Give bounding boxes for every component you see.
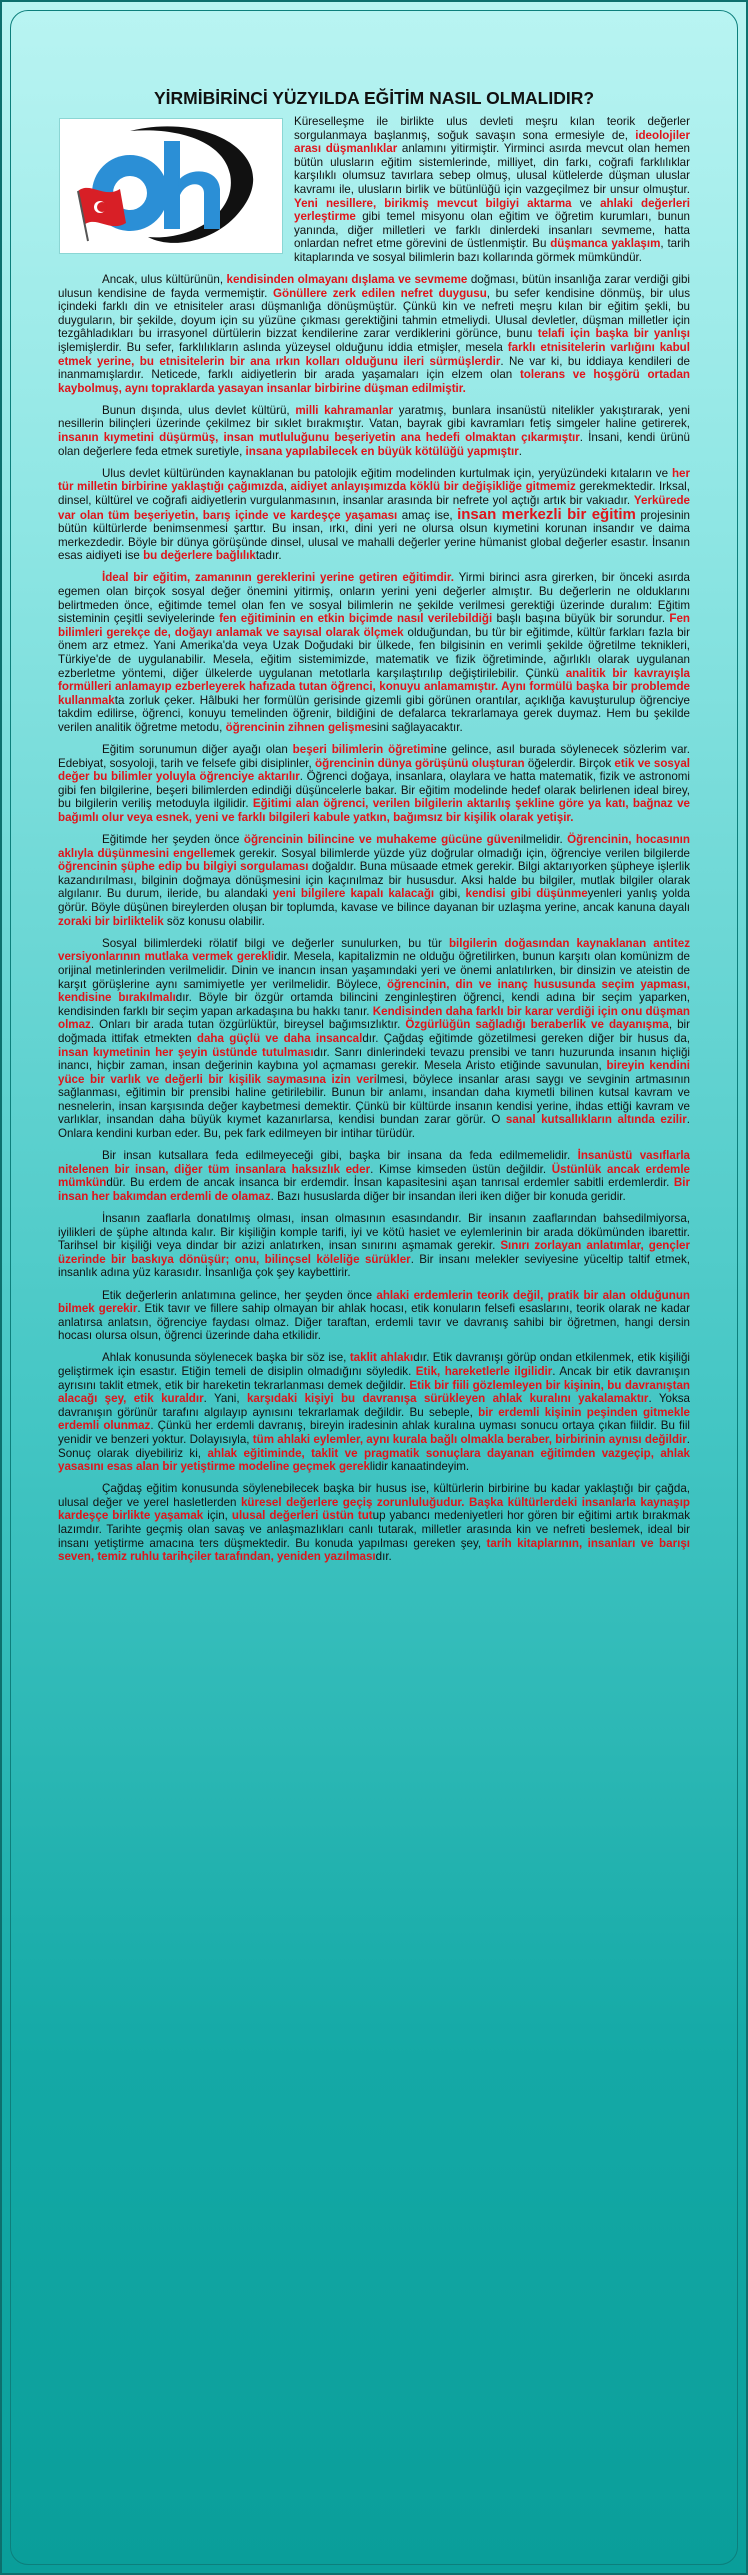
highlight-text: kendisinden olmayanı dışlama ve sevmeme [226, 273, 468, 287]
highlight-text: zoraki bir birliktelik [58, 914, 164, 928]
body-text: Küreselleşme ile birlikte ulus devleti meşru kılan teorik değerler sorgulanmaya başlanmış, soğuk savaşın sona ermesiyle de, [294, 115, 690, 142]
body-text: . Onlara kendini kurban eder. Bu, pek fark edilmeyen bir intihar türüdür. [58, 1113, 690, 1141]
body-text: . Öğrenci doğaya, insanlara, olaylara ve hatta matematik, fizik ve astronomi gibi fen bilgilerine, beşeri bilimlerden edindiği düşüncelerle bakar. Bir eğitim modelinde hedef olarak belirlenen ideal birey, bu bilgilerin veriliş metoduyla ilgilidir. [58, 770, 691, 811]
article [58, 88, 690, 1572]
body-text: Bir insan kutsallara feda edilmeyeceği gibi, başka bir insana da feda edilmemelidir. [102, 1149, 578, 1163]
body-text: tadır. [255, 549, 282, 563]
highlight-text: Etik, hareketlerle ilgilidir [415, 1364, 553, 1378]
highlight-text: tarih kitaplarının, insanları ve barışı seven, temiz ruhlu tarihçiler tarafından, yeniden yazılması [58, 1536, 690, 1564]
highlight-text: öğrencinin bilincine ve muhakeme gücüne güven [243, 833, 521, 847]
body-text: . Yoksa davranışın görünür tarafını algılayıp aynısını tekrarlamak değildir. Bu sebeple, [58, 1392, 690, 1419]
highlight-text: bilgilerin doğasından kaynaklanan antitez versiyonlarının mutlaka vermek gerekli [58, 936, 690, 964]
paragraph [58, 833, 690, 928]
paragraph [58, 467, 690, 563]
body-text: sini sağlayacaktır. [371, 720, 463, 734]
highlight-text: bir erdemli kişinin peşinden gitmekle erdemli olunmaz [58, 1405, 690, 1433]
highlight-text: öğrencinin, din ve inanç hususunda seçim yapması, kendisine bırakılmalı [58, 977, 690, 1005]
body-text: Etik değerlerin anlatımına gelince, her şeyden önce [102, 1288, 377, 1302]
highlight-text: öğrencinin şüphe edip bu bilgiyi sorgulaması [58, 860, 309, 874]
body-text: Bunun dışında, ulus devlet kültürü, [102, 403, 296, 417]
body-text: , bir doğmada ittifak etmekten [58, 1018, 690, 1045]
highlight-text: her tür milletin birbirine yaklaştığı çağımızda [58, 466, 690, 494]
body-text: Ahlak konusunda söylenecek başka bir söz ise, [102, 1351, 350, 1365]
body-text: dır. Böyle bir özgür ortamda bilincini zenginleştiren öğrenci, kendi adına bir seçim yaparken, kendisinden farklı bir seçim yapan arkadaşına bu hakkı tanır. [58, 991, 690, 1018]
body-text: ne gelince, asıl burada söylenecek sözlerim var. Edebiyat, sosyoloji, tarih ve felsefe gibi disiplinler, [58, 743, 690, 770]
article-body [58, 115, 690, 1564]
body-text: Eğitim sorunumun diğer ayağı olan [102, 743, 293, 757]
body-text: lmesi, böylece insanlar arası saygı ve sevginin artmasının sağlanması, eğitimin bir prensibi haline getirilebilir. Bunun bir anlamı, insandan daha kıymetli bilinen kutsal kavram ve nesnelerin, insan karşısında değer kaybetmesi demektir. Çünkü bir kültürde insanın kendisi yerine, ihdas ettiği kavram ve varlıklar, insandan daha büyük kıymet kazanırlarsa, kendisi bundan zarar görür. O [58, 1072, 691, 1127]
highlight-text-large: insan merkezli bir eğitim [457, 505, 636, 523]
highlight-text: Eğitimi alan öğrenci, verilen bilgilerin aktarılış şekline göre ya katı, bağnaz ve bağımlı olur veya esnek, yeni ve farklı bilgileri kabule yatkın, bağımsız bir kişilik olarak yetişir. [58, 797, 691, 824]
highlight-text: ahlaki erdemlerin teorik değil, pratik bir alan olduğunun bilmek gerekir [58, 1288, 690, 1316]
body-text: . Sonuç olarak diyebiliriz ki, [58, 1432, 690, 1460]
body-text: , bu sefer kendisine dönmüş, bir ulus içindeki farklı din ve etnisiteler arası düşmanlığa dönüşmüştür. Çünkü kin ve nefreti meşru kılan bir eğitim şekli, bu duyguların, bir şekilde, doyum için su yüzüne çıkması gerektiğini tahmin etmeliydi. Ulusal devletler, düşman milletler için tezgâhladıkları bu irrasyonel dürtülerin bizzat kendilerine zarar verdiklerini görünce, bunu [58, 286, 690, 341]
highlight-text: sanal kutsallıkların altında ezilir [505, 1113, 687, 1127]
body-text: yaratmış, bunlara insanüstü nitelikler yakıştırarak, yeni nesillerin bilinçleri üzerinde çekilmez bir sıklet bırakmıştır. Vatan, bayrak gibi kavramları fetiş simgeler haline getirerek, [58, 403, 690, 431]
highlight-text: aidiyet anlayışımızda köklü bir değişikliğe gitmemiz [290, 480, 576, 494]
body-text: . Onları bir arada tutan özgürlüktür, bireysel bağımsızlıktır. [90, 1018, 406, 1032]
highlight-text: Etik bir fiili gözlemleyen bir kişinin, bu davranıştan alacağı şey, etik kuraldır [58, 1378, 690, 1406]
highlight-text: ulusal değerleri üstün tut [231, 1509, 373, 1523]
highlight-text: beşeri bilimlerin öğretimi [292, 743, 434, 757]
body-text: söz konusu olabilir. [163, 914, 265, 928]
body-text: . Etik tavır ve fillere sahip olmayan bir ahlak hocası, etik konuların felsefi esaslarını, teorik olarak ne kadar anlatırsa anlatsın, öğrenciye faydası olmaz. Diğer taraftan, erdemli tavır ve davranış sahibi bir öğretmen, hangi dersin hocası olursa olsun, öğrenci üzerinde daha etkilidir. [58, 1302, 690, 1343]
highlight-text: taklit ahlakı [349, 1351, 414, 1365]
body-text: gibi, [434, 887, 466, 901]
highlight-text: analitik bir kavrayışla formülleri anlamayıp ezberleyerek hafızada tutan öğrenci, konuyu anlamamıştır. Aynı formülü başka bir problemde kullanmak [58, 666, 690, 707]
body-text: ilmelidir. [520, 833, 568, 847]
highlight-text: telafi için başka bir yanlışı [537, 327, 690, 341]
highlight-text: Öğrencinin, hocasının aklıyla düşünmesini engelle [58, 833, 690, 860]
highlight-text: küresel değerlere geçiş zorunluluğudur. Başka kültürlerdeki insanlarla kaynaşıp kardeşçe birlikte yaşamak [58, 1495, 691, 1523]
highlight-text: bu değerlere bağlılık [143, 549, 256, 563]
highlight-text: yeni bilgilere kapalı kalacağı [272, 887, 435, 901]
body-text: doğması, bütün insanlığa zarar verdiği gibi ulusun kendisine de fayda vermemiştir. [58, 273, 690, 300]
body-text: . Ancak bir etik davranışın ayrısını taklit etmek, etik bir hareketin tekrarlanması demek değildir. [58, 1364, 690, 1392]
body-text: gibi temel misyonu olan eğitim ve öğretim kurumları, bunun yanında, diğer milletleri ve farklı dinlerdeki insanları sevmeme, hatta onlardan nefret etme görevini de üstlenmiştir. Bu [294, 210, 690, 251]
body-text: dir. Mesela, kapitalizmin ne olduğu öğretilirken, bunun karşıtı olan komünizm de orijinal metinlerinden verilmelidir. Dinin ve inancın insan yaşamındaki yeri ve önemi anlatılırken, bir dinsizin ve ateistin de karşıt görüşlerine aynı samimiyetle yer verilmelidir. Böylece, [58, 950, 690, 991]
highlight-text: ideolojiler arası düşmanlıklar [294, 128, 690, 156]
highlight-text: İdeal bir eğitim, zamanının gereklerini yerine getiren eğitimdir. [102, 571, 454, 585]
highlight-text: öğrencinin dünya görüşünü oluşturan [315, 756, 525, 770]
body-text: mek gerekir. Sosyal bilimlerde yüzde yüz doğrular olmadığı için, öğrenciye verilen bilgilerde [213, 846, 690, 860]
paragraph [58, 1212, 690, 1280]
body-text: başlı başına büyük bir sorundur. [492, 612, 670, 626]
highlight-text: Fen bilimleri gerekçe de, doğayı anlamak ve sayısal olarak ölçmek [58, 612, 690, 639]
highlight-text: Sınırı zorlayan anlatımlar, gençler üzerinde bir baskıya dönüşür; onu, bilinçsel köleliğe sürükler [58, 1239, 690, 1266]
highlight-text: düşmanca yaklaşım [550, 237, 661, 251]
highlight-text: insana yapılabilecek en büyük kötülüğü yapmıştır [245, 444, 519, 458]
body-text: Eğitimde her şeyden önce [102, 833, 244, 847]
highlight-text: Üstünlük ancak erdemle mümkün [58, 1162, 690, 1190]
body-text: Çağdaş eğitim konusunda söylenebilecek başka bir husus ise, kültürlerin birbirine bu kadar yaklaştığı bir çağda, ulusal değer ve yerel hasletlerden [58, 1482, 690, 1509]
highlight-text: tüm ahlaki eylemler, aynı kurala bağlı olmakla beraber, birbirinin aynısı değildir [252, 1432, 687, 1446]
highlight-text: Kendisinden daha farklı bir karar verdiği için onu düşman olmaz [58, 1004, 690, 1032]
body-text: amaç ise, [397, 508, 458, 522]
body-text: up yabancı medeniyetleri hor gören bir eğitimi artık bırakmak lazımdır. Tarihte geçmiş olan savaş ve anlaşmazlıkları canlı tutarak, milletler arasında kin ve nefreti beslemek, ideal bir insanı yetiştirme amacına ters düşmektedir. Bu konuda yapılması gereken şey, [58, 1509, 691, 1550]
paragraph [58, 1289, 690, 1343]
highlight-text: Özgürlüğün sağladığı beraberlik ve dayanışma [405, 1018, 669, 1032]
highlight-text: insanın kıymetini düşürmüş, insan mutluluğunu beşeriyetin ana hedefi olmaktan çıkarmıştır [58, 431, 580, 445]
highlight-text: Yerkürede var olan tüm beşeriyetin, barış içinde ve kardeşçe yaşaması [58, 493, 690, 522]
body-text: dür. Bu erdem de ancak insanca bir erdemdir. İnsan kapasitesini aşan tanrısal erdemler sabitli erdemlerdir. [106, 1176, 674, 1190]
body-text: dır. Çağdaş eğitimde gözetilmesi gereken diğer bir husus da, [362, 1031, 690, 1045]
body-text: öğelerdir. Birçok [524, 756, 615, 770]
body-text: İnsanın zaaflarla donatılmış olması, insan olmasının esasındandır. Bir insanın zaaflarından bahsedilmiyorsa, iyilikleri de şüphe altında kalır. Bir kişiliğin komple tarifi, iyi ve kötü hasiet ve eylemlerinin bir arada dökümünden ibarettir. Tarihsel bir kişiliği veya dindar bir azizi anlatırken, insan sınırını aşmamak gerekir. [58, 1212, 690, 1253]
body-text: , tarih kitaplarında ve sosyal bilimlerin bazı kollarında görmek mümkündür. [294, 237, 690, 264]
body-text: . Bir insanı melekler seviyesine yüceltip taltif etmek, insanlık adına yüz karasıdır. İnsanlığa çok şey kaybettirir. [58, 1252, 690, 1280]
body-text: Ulus devlet kültüründen kaynaklanan bu patolojik eğitim modelinden kurtulmak için, yeryüzündeki kıtaların ve [102, 466, 672, 480]
body-text: . Yani, [203, 1392, 247, 1406]
body-text: Ancak, ulus kültürünün, [102, 273, 227, 287]
highlight-text: Yeni nesillere, birikmiş mevcut bilgiyi aktarma [294, 196, 572, 210]
highlight-text: daha güçlü ve daha insancal [196, 1031, 363, 1045]
body-text: ta zorluk çeker. Hâlbuki her formülün gerisinde gizemli gibi görünen orantılar, açıklığa kavuşturulup öğrenciye takdim edilirse, öğrenci, konuyu temelinden öğrenir, bildiğini de defalarca tekrarlamaya gerek duymaz. Hem bu şekilde verilen analitik öğretme metodu, [58, 693, 690, 734]
paragraph [58, 404, 690, 458]
highlight-text: öğrencinin zihnen gelişme [225, 720, 372, 734]
body-text: Yirmi birinci asra girerken, bir önceki asırda egemen olan birçok sosyal değer önemini yitirmiş, onların yerini yeni değerler almıştır. Bu değerlerin ne olduklarını belirtmeden önce, eğitimde temel olan fen ve sosyal bilimlerin ne şekilde verilmesi gerektiği üzerinde duralım: Eğitim sisteminin çeşitli seviyelerinde [58, 571, 691, 626]
body-text: . Bazı hususlarda diğer bir insandan ileri iken diğer bir konuda geridir. [270, 1189, 626, 1203]
body-text: doğaldır. Buna müsaade etmek gerekir. Bilgi aktarıyorken şüpheye işlerlik kazandırılması, bilginin doğmaya dönüşmesini için kaçınılmaz bir hususdur. Aksi halde bu bilgiler, mutlak bilgiler olarak algılanır. Bu durum, ileride, bu alandaki [58, 860, 690, 901]
oh-logo-icon [60, 119, 282, 253]
body-text: Sosyal bilimlerdeki rölatif bilgi ve değerler sunulurken, bu tür [102, 936, 449, 950]
body-text: dır. Sanrı dinlerindeki tevazu prensibi ve tanrı huzurunda insanın hiçliği inancı, hiçbir zaman, insan değerinin kaybına yol açmaması gerekir. Mesela Aristo etiğinde savunulan, [58, 1045, 690, 1073]
body-text: . Kimse kimseden üstün değildir. [370, 1162, 552, 1176]
paragraph [58, 1149, 690, 1203]
body-text: işlemişlerdir. Bu sefer, farklılıkların aslında yüzeysel olduğunu iddia etmişler, mesela [58, 341, 508, 354]
paragraph [58, 743, 690, 825]
highlight-text: milli kahramanlar [295, 403, 394, 417]
paragraph [58, 1351, 690, 1473]
body-text: olduğundan, bu tür bir eğitimde, kültür farkları fazla bir önem arz etmez. Yani Amerika'da veya Uzak Doğudaki bir ülkede, fen bilgisinin en verimli şekilde öğretilme teknikleri, Türkiye'de de uygulanabilir. Mesela, eğitim sistemimizde, matematik ve fizik öğretiminde, ağırlıklı olarak uygulanan ezberletme yöntemi, diğer ülkelerde uygulanan metotlarla karşılaştırılıp değiştirilebilir. Çünkü [58, 625, 690, 680]
highlight-text: kendisi gibi düşünme [465, 887, 588, 901]
highlight-text: fen eğitiminin en etkin biçimde nasıl verilebildiği [219, 612, 493, 626]
paragraph [58, 937, 690, 1141]
highlight-text: Bir insan her bakımdan erdemli de olamaz [58, 1176, 690, 1203]
body-text: ve [571, 196, 601, 210]
body-text: . Çünkü her erdemli davranış, bireyin iradesinin ahlak kuralına uyması sonucu ortaya çıkan fiildir. Bu fiil yenidir ve benzeri yoktur. Dolayısıyla, [58, 1419, 690, 1446]
paragraph [58, 571, 690, 734]
highlight-text: insan kıymetinin her şeyin üstünde tutulması [58, 1045, 314, 1059]
body-text: dır. [375, 1550, 392, 1564]
highlight-text: tolerans ve hoşgörü ortadan kaybolmuş, aynı topraklarda yasayan insanlar birbirine düşman edilmiştir. [58, 368, 690, 395]
highlight-text: İnsanüstü vasıflarla nitelenen bir insan, diğer tüm insanlara haksızlık eder [58, 1149, 690, 1176]
highlight-text: karşıdaki kişiyi bu davranışa sürükleyen ahlak kuralını yakalamaktır [246, 1392, 649, 1406]
body-text: lidir kanaatindeyim. [369, 1460, 470, 1474]
body-text: . Ne var ki, bu iddiaya kendileri de inanmamışlardır. Neticede, farklı aidiyetlerin bir arada yaşamaları için elzem olan [58, 354, 690, 382]
paragraph [58, 1482, 690, 1564]
highlight-text: Gönüllere zerk edilen nefret duygusu [272, 286, 487, 300]
highlight-text: bireyin kendini yüce bir varlık ve değerli bir kişilik saymasına izin veri [58, 1059, 690, 1086]
highlight-text: farklı etnisitelerin varlığını kabul etmek yerine, bu etnisitelerin bir ana ırkın kolları olduğunu ileri sürmüşlerdir [58, 341, 690, 368]
highlight-text: ahlak eğitiminde, taklit ve pragmatik sonuçlara dayanan eğitimden vazgeçip, ahlak yasasını esas alan bir yetiştirme modeline geçmek gerek [58, 1446, 690, 1474]
highlight-text: etik ve sosyal değer bu bilimler yoluyla öğrenciye aktarılır [58, 756, 690, 784]
highlight-text: ahlaki değerleri yerleştirme [294, 196, 690, 224]
body-text: . İnsani, kendi ürünü olan değerlere feda etmek suretiyle, [58, 431, 690, 458]
page-title: YİRMİBİRİNCİ YÜZYILDA EĞİTİM NASIL OLMALIDIR? [153, 88, 595, 108]
body-text: . [518, 444, 522, 458]
body-text: projesinin bütün kültürlerde benimsenmesi şarttır. Bu insan, ırkı, dini yeri ne olursa olsun kıymetini korunan insandır ve daima merkezdedir. Böyle bir dünya görüşünde dinsel, ulusal ve mahalli değerler yerine hümanist global değerler esastır. İnsanın esas aidiyeti ise [58, 508, 690, 563]
body-text: dır. Etik davranışı görüp ondan etkilenmek, etik kişiliği geliştirmek için esastır. Etiğin temeli de disiplin olmadığını söyledik. [58, 1351, 690, 1378]
body-text: gerekmektedir. Irksal, dinsel, kültürel ve coğrafi aidiyetlerin vurgulanmasının, insanlar arasında bir nefrete yol açtığı artık bir vakıadır. [58, 480, 690, 507]
body-text: için, [203, 1509, 232, 1523]
body-text: , [283, 480, 291, 494]
paragraph [58, 273, 690, 395]
body-text: anlamını yitirmiştir. Yirminci asırda mevcut olan hemen bütün ulusların eğitim sistemlerinde, milliyet, din farkı, coğrafi farklılıklar karşılıklı olumsuz tavırlara sebep olmuş, ulusal kütlelerde düşman uluslar kavramı ile, ulusların birlik ve bütünlüğü için vazgeçilmez bir unsur olmuştur. [294, 142, 690, 196]
body-text: yenleri yanlış yolda görür. Böyle düşünen bireylerden oluşan bir toplumda, kavase ve bilince dayanan bir uzlaşma yerine, ancak kanuna dayalı [58, 887, 691, 915]
oh-logo-svg [60, 119, 282, 253]
